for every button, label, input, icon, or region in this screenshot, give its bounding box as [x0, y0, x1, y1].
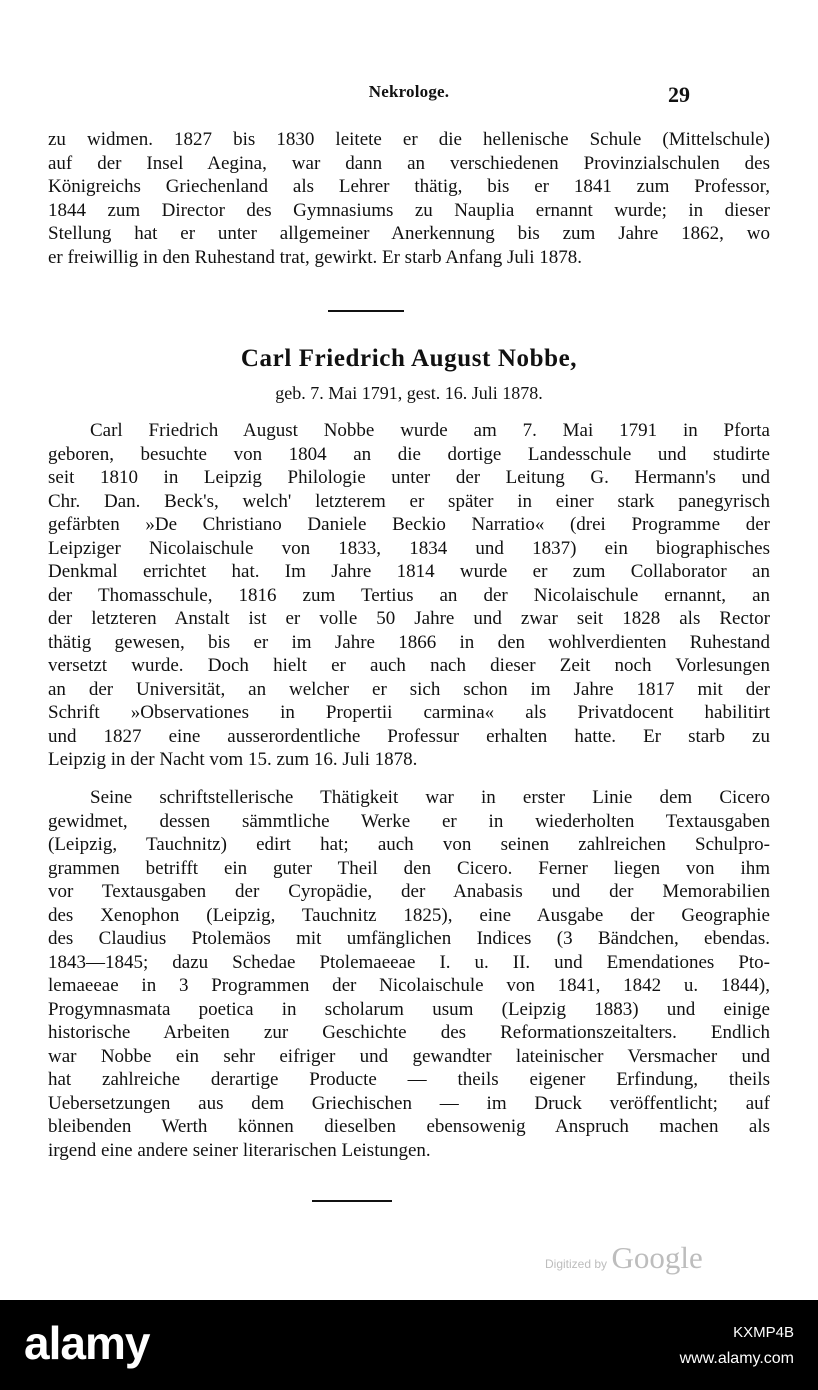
text-line: hat zahlreiche derartige Producte — theils eigener Erfindung, theils — [48, 1069, 770, 1090]
text-line: geboren, besuchte von 1804 an die dortige Landesschule und studirte — [48, 443, 770, 465]
text-line: des Xenophon (Leipzig, Tauchnitz 1825), eine Ausgabe der Geographie — [48, 904, 770, 926]
alamy-url: www.alamy.com — [679, 1350, 794, 1367]
text-line: an der Universität, an welcher er sich schon im Jahre 1817 mit der — [48, 678, 770, 700]
page-number: 29 — [668, 82, 690, 107]
text-line: thätig gewesen, bis er im Jahre 1866 in den wohlverdienten Ruhestand — [48, 631, 770, 653]
text-line: 1844 zum Director des Gymnasiums zu Nauplia ernannt wurde; in dieser — [48, 199, 770, 221]
text-line: 1843—1845; dazu Schedae Ptolemaeeae I. u. II. und Emendationes Pto- — [48, 951, 770, 973]
end-divider — [312, 1200, 392, 1202]
running-header: Nekrologe. — [368, 82, 450, 101]
text-line: Denkmal errichtet hat. Im Jahre 1814 wurde er zum Collaborator an — [48, 561, 770, 582]
text-line: Progymnasmata poetica in scholarum usum (Leipzig 1883) und einige — [48, 998, 770, 1020]
watermark-prefix: Digitized by — [545, 1257, 608, 1271]
text-line: der Thomasschule, 1816 zum Tertius an der Nicolaischule ernannt, an — [48, 584, 770, 606]
text-line: historische Arbeiten zur Geschichte des Reformationszeitalters. Endlich — [48, 1022, 770, 1043]
digitized-watermark — [545, 1240, 703, 1276]
text-line: lemaeeae in 3 Programmen der Nicolaischule von 1841, 1842 u. 1844), — [48, 975, 770, 996]
text-line: Leipziger Nicolaischule von 1833, 1834 und 1837) ein biographisches — [48, 537, 770, 559]
text-line: gefärbten »De Christiano Daniele Beckio Narratio« (drei Programme der — [48, 514, 770, 535]
text-line: irgend eine andere seiner literarischen Leistungen. — [48, 1139, 431, 1161]
google-logo: Google — [611, 1240, 703, 1275]
top-paragraph — [48, 128, 770, 269]
text-line: des Claudius Ptolemäos mit umfänglichen Indices (3 Bändchen, ebendas. — [48, 928, 770, 949]
alamy-logo: alamy — [24, 1317, 150, 1369]
text-line: Uebersetzungen aus dem Griechischen — im Druck veröffentlicht; auf — [48, 1092, 770, 1114]
text-line: bleibenden Werth können dieselben ebensowenig Anspruch machen als — [48, 1116, 770, 1137]
text-line: seit 1810 in Leipzig Philologie unter der Leitung G. Hermann's und — [48, 467, 770, 488]
text-line: vor Textausgaben der Cyropädie, der Anabasis und der Memorabilien — [48, 881, 770, 902]
text-line: Königreichs Griechenland als Lehrer thätig, bis er 1841 zum Professor, — [48, 176, 770, 197]
text-line: gewidmet, dessen sämmtliche Werke er in wiederholten Textausgaben — [48, 810, 770, 832]
text-line: war Nobbe ein sehr eifriger und gewandter lateinischer Versmacher und — [48, 1045, 770, 1067]
text-line: und 1827 eine ausserordentliche Professur erhalten hatte. Er starb zu — [48, 725, 770, 747]
biography-paragraph — [48, 419, 770, 772]
text-line: zu widmen. 1827 bis 1830 leitete er die hellenische Schule (Mittelschule) — [48, 129, 770, 150]
text-line: Stellung hat er unter allgemeiner Anerkennung bis zum Jahre 1862, wo — [48, 223, 770, 244]
text-line: Chr. Dan. Beck's, welch' letzterem er später in einer stark panegyrisch — [48, 490, 770, 512]
text-line: auf der Insel Aegina, war dann an verschiedenen Provinzialschulen des — [48, 152, 770, 174]
text-line: versetzt wurde. Doch hielt er auch nach dieser Zeit noch Vorlesungen — [48, 655, 770, 676]
text-line: Seine schriftstellerische Thätigkeit war in erster Linie dem Cicero — [90, 787, 770, 808]
section-divider — [328, 310, 404, 312]
text-line: Carl Friedrich August Nobbe wurde am 7. Mai 1791 in Pforta — [90, 420, 770, 441]
image-id: KXMP4B — [733, 1324, 794, 1341]
text-line: Schrift »Observationes in Propertii carmina« als Privatdocent habilitirt — [48, 702, 770, 723]
article-subtitle: geb. 7. Mai 1791, gest. 16. Juli 1878. — [275, 383, 543, 403]
text-line: Leipzig in der Nacht vom 15. zum 16. Juli 1878. — [48, 749, 418, 770]
article-title: Carl Friedrich August Nobbe, — [240, 345, 578, 372]
text-line: (Leipzig, Tauchnitz) edirt hat; auch von seinen zahlreichen Schulpro- — [48, 834, 770, 855]
text-line: er freiwillig in den Ruhestand trat, gewirkt. Er starb Anfang Juli 1878. — [48, 246, 582, 268]
works-paragraph — [48, 786, 770, 1162]
text-line: der letzteren Anstalt ist er volle 50 Jahre und zwar seit 1828 als Rector — [48, 608, 770, 629]
text-line: grammen betrifft ein guter Theil den Cicero. Ferner liegen von ihm — [48, 857, 770, 879]
